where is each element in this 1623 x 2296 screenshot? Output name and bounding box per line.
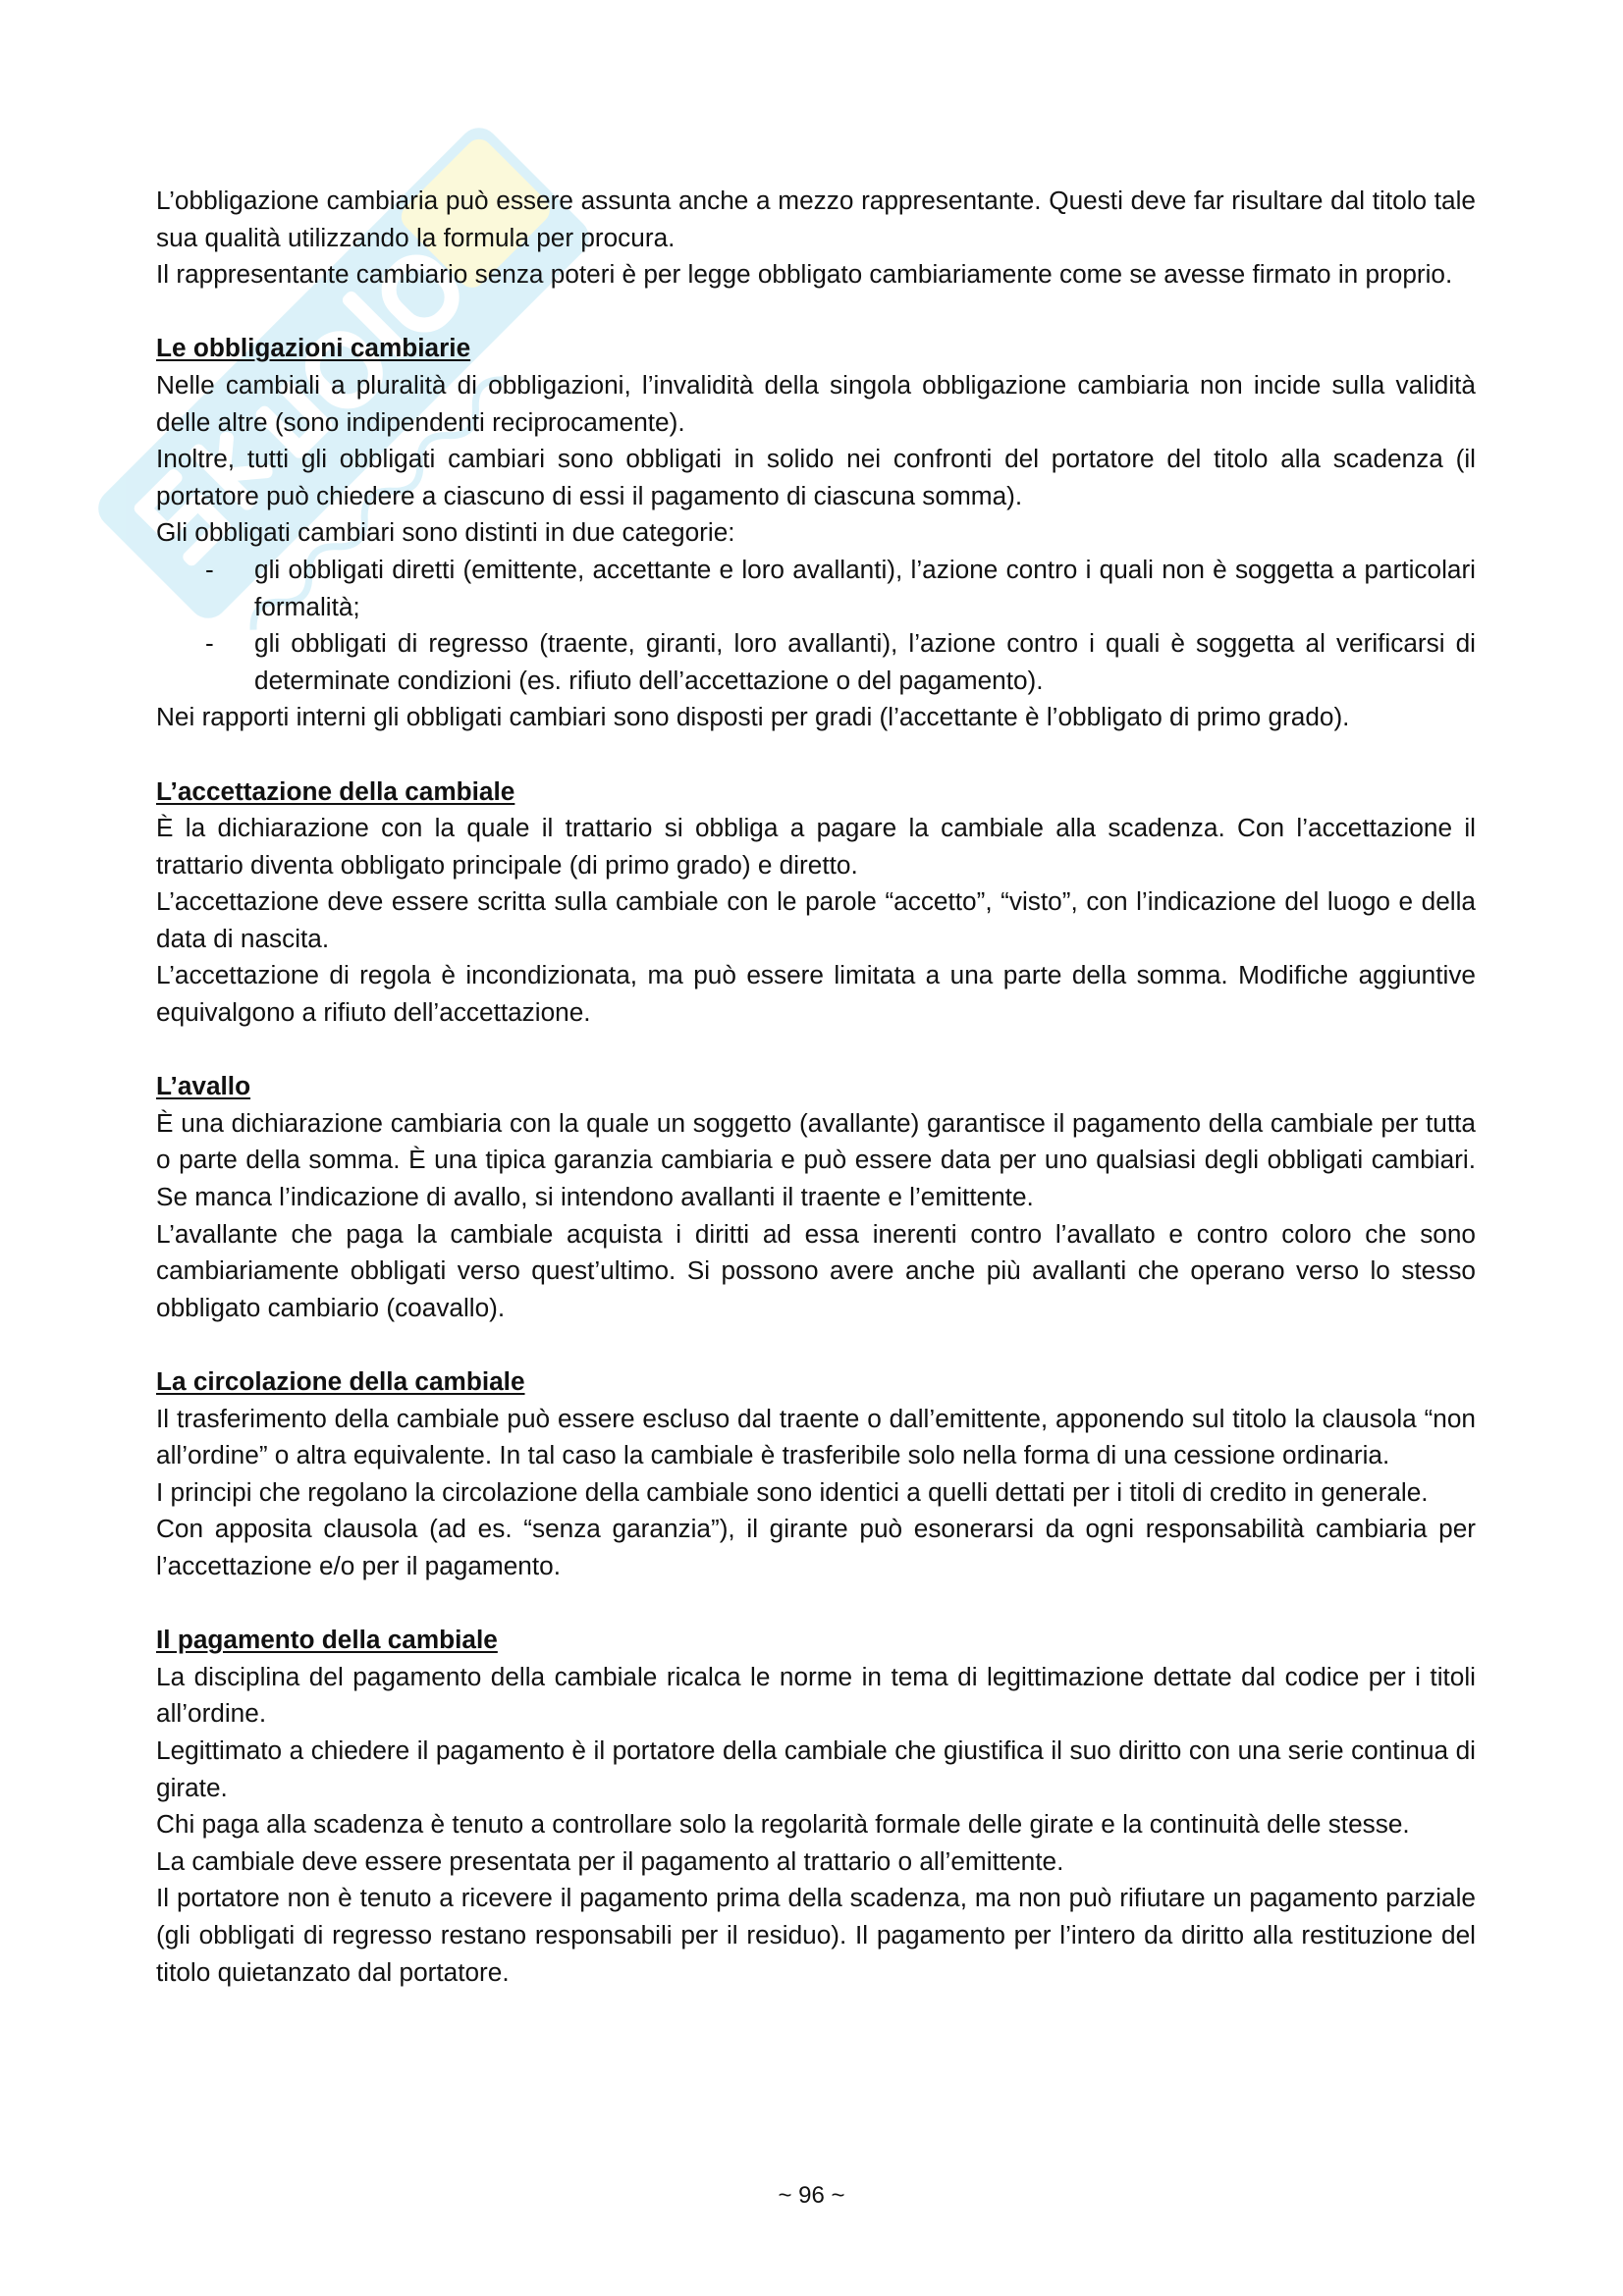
section-heading-pagamento: Il pagamento della cambiale xyxy=(156,1625,498,1655)
accettazione-paragraph-2: L’accettazione deve essere scritta sulla cambiale con le parole “accetto”, “visto”, con l’indicazione del luogo e della data di nascita. xyxy=(156,886,1476,953)
section-gap xyxy=(156,1585,1476,1623)
pagamento-paragraph-5: Il portatore non è tenuto a ricevere il pagamento prima della scadenza, ma non può rifiutare un pagamento parziale (gli obbligati di regresso restano responsabili per il residuo). Il pagamento per l’intero da diritto alla restituzione del titolo quietanzato dal portatore. xyxy=(156,1883,1476,1987)
pagamento-paragraph-2: Legittimato a chiedere il pagamento è il portatore della cambiale che giustifica il suo diritto con una serie continua di girate. xyxy=(156,1735,1476,1802)
list-item xyxy=(156,552,1476,625)
list-item-text: gli obbligati di regresso (traente, giranti, loro avallanti), l’azione contro i quali è soggetta al verificarsi di determinate condizioni (es. rifiuto dell’accettazione o del pagamento). xyxy=(254,628,1476,695)
section-heading-avallo: L’avallo xyxy=(156,1071,251,1101)
section-heading-accettazione: L’accettazione della cambiale xyxy=(156,775,515,806)
obbligazioni-paragraph-3: Gli obbligati cambiari sono distinti in due categorie: xyxy=(156,517,735,548)
section-gap xyxy=(156,294,1476,331)
accettazione-paragraph-3: L’accettazione di regola è incondizionata, ma può essere limitata a una parte della somma. Modifiche aggiuntive equivalgono a rifiuto dell’accettazione. xyxy=(156,960,1476,1028)
obbligati-list xyxy=(156,552,1476,699)
section-gap xyxy=(156,736,1476,774)
avallo-paragraph-2: L’avallante che paga la cambiale acquista i diritti ad essa inerenti contro l’avallato e contro coloro che sono cambiariamente obbligati verso quest’ultimo. Si possono avere anche più avallanti che operano verso lo stesso obbligato cambiario (coavallo). xyxy=(156,1218,1476,1322)
obbligazioni-paragraph-2: Inoltre, tutti gli obbligati cambiari sono obbligati in solido nei confronti del portatore del titolo alla scadenza (il portatore può chiedere a ciascuno di essi il pagamento di ciascuna somma). xyxy=(156,444,1476,510)
avallo-paragraph-1: È una dichiarazione cambiaria con la quale un soggetto (avallante) garantisce il pagamento della cambiale per tutta o parte della somma. È una tipica garanzia cambiaria e può essere data per uno qualsiasi degli obbligati cambiari. Se manca l’indicazione di avallo, si intendono avallanti il traente e l’emittente. xyxy=(156,1107,1476,1212)
circolazione-paragraph-1: Il trasferimento della cambiale può essere escluso dal traente o dall’emittente, apponendo sul titolo la clausola “non all’ordine” o altra equivalente. In tal caso la cambiale è trasferibile solo nella forma di una cessione ordinaria. xyxy=(156,1403,1476,1470)
list-item xyxy=(156,625,1476,699)
intro-paragraph-2: Il rappresentante cambiario senza poteri è per legge obbligato cambiariamente come se avesse firmato in proprio. xyxy=(156,259,1453,290)
pagamento-paragraph-3: Chi paga alla scadenza è tenuto a controllare solo la regolarità formale delle girate e la continuità delle stesse. xyxy=(156,1809,1410,1840)
page-number: ~ 96 ~ xyxy=(778,2182,845,2209)
dash-bullet: - xyxy=(205,554,214,584)
obbligazioni-paragraph-4: Nei rapporti interni gli obbligati cambiari sono disposti per gradi (l’accettante è l’obbligato di primo grado). xyxy=(156,702,1350,732)
section-heading-circolazione: La circolazione della cambiale xyxy=(156,1366,525,1396)
pagamento-paragraph-4: La cambiale deve essere presentata per il pagamento al trattario o all’emittente. xyxy=(156,1845,1064,1876)
list-item-text: gli obbligati diretti (emittente, accettante e loro avallanti), l’azione contro i quali non è soggetta a particolari formalità; xyxy=(254,554,1476,621)
accettazione-paragraph-1: È la dichiarazione con la quale il trattario si obbliga a pagare la cambiale alla scadenza. Con l’accettazione il trattario diventa obbligato principale (di primo grado) e diretto. xyxy=(156,813,1476,880)
pagamento-paragraph-1: La disciplina del pagamento della cambiale ricalca le norme in tema di legittimazione dettate dal codice per i titoli all’ordine. xyxy=(156,1661,1476,1729)
dash-bullet: - xyxy=(205,628,214,659)
section-gap xyxy=(156,1032,1476,1069)
section-gap xyxy=(156,1326,1476,1363)
circolazione-paragraph-2: I principi che regolano la circolazione della cambiale sono identici a quelli dettati per i titoli di credito in generale. xyxy=(156,1476,1429,1507)
circolazione-paragraph-3: Con apposita clausola (ad es. “senza garanzia”), il girante può esonerarsi da ogni responsabilità cambiaria per l’accettazione e/o per il pagamento. xyxy=(156,1514,1476,1580)
document-page xyxy=(156,183,1476,1991)
obbligazioni-paragraph-1: Nelle cambiali a pluralità di obbligazioni, l’invalidità della singola obbligazione cambiaria non incide sulla validità delle altre (sono indipendenti reciprocamente). xyxy=(156,369,1476,437)
section-heading-obbligazioni: Le obbligazioni cambiarie xyxy=(156,333,471,363)
intro-paragraph-1: L’obbligazione cambiaria può essere assunta anche a mezzo rappresentante. Questi deve far risultare dal titolo tale sua qualità utilizzando la formula per procura. xyxy=(156,186,1476,252)
